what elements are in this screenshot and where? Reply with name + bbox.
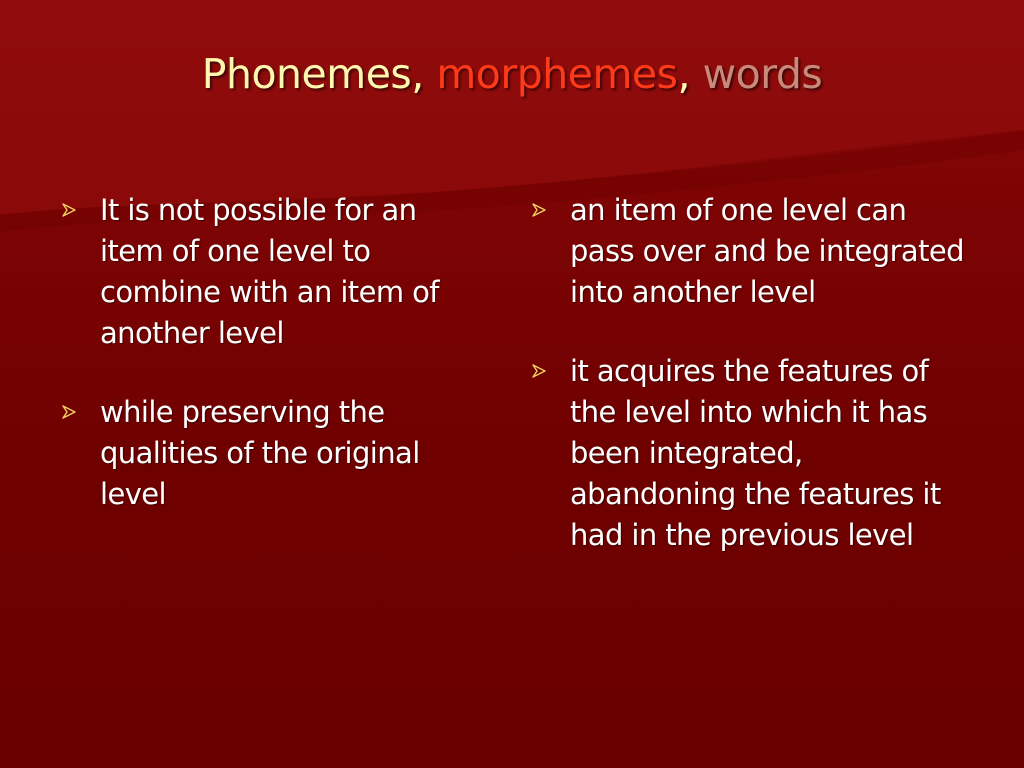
bullet-text: while preserving the qualities of the original level (100, 395, 420, 511)
right-column (532, 190, 972, 594)
slide-title (0, 44, 1024, 104)
title-morphemes: morphemes (436, 50, 678, 98)
title-phonemes: Phonemes, (201, 50, 424, 98)
bullet-text: It is not possible for an item of one level to combine with an item of another level (100, 193, 439, 350)
bullet-text: it acquires the features of the level into which it has been integrated, abandoning the features it had in the previous level (570, 354, 941, 552)
bullet-item (62, 190, 482, 354)
title-comma: , (677, 50, 691, 98)
arrowhead-bullet-icon (532, 203, 546, 217)
bullet-text: an item of one level can pass over and be integrated into another level (570, 193, 964, 309)
arrowhead-bullet-icon (532, 364, 546, 378)
bullet-item (532, 190, 972, 313)
arrowhead-bullet-icon (62, 405, 76, 419)
arrowhead-bullet-icon (62, 203, 76, 217)
title-words: words (702, 50, 823, 98)
left-column (62, 190, 482, 553)
bullet-item (532, 351, 972, 556)
bullet-item (62, 392, 482, 515)
